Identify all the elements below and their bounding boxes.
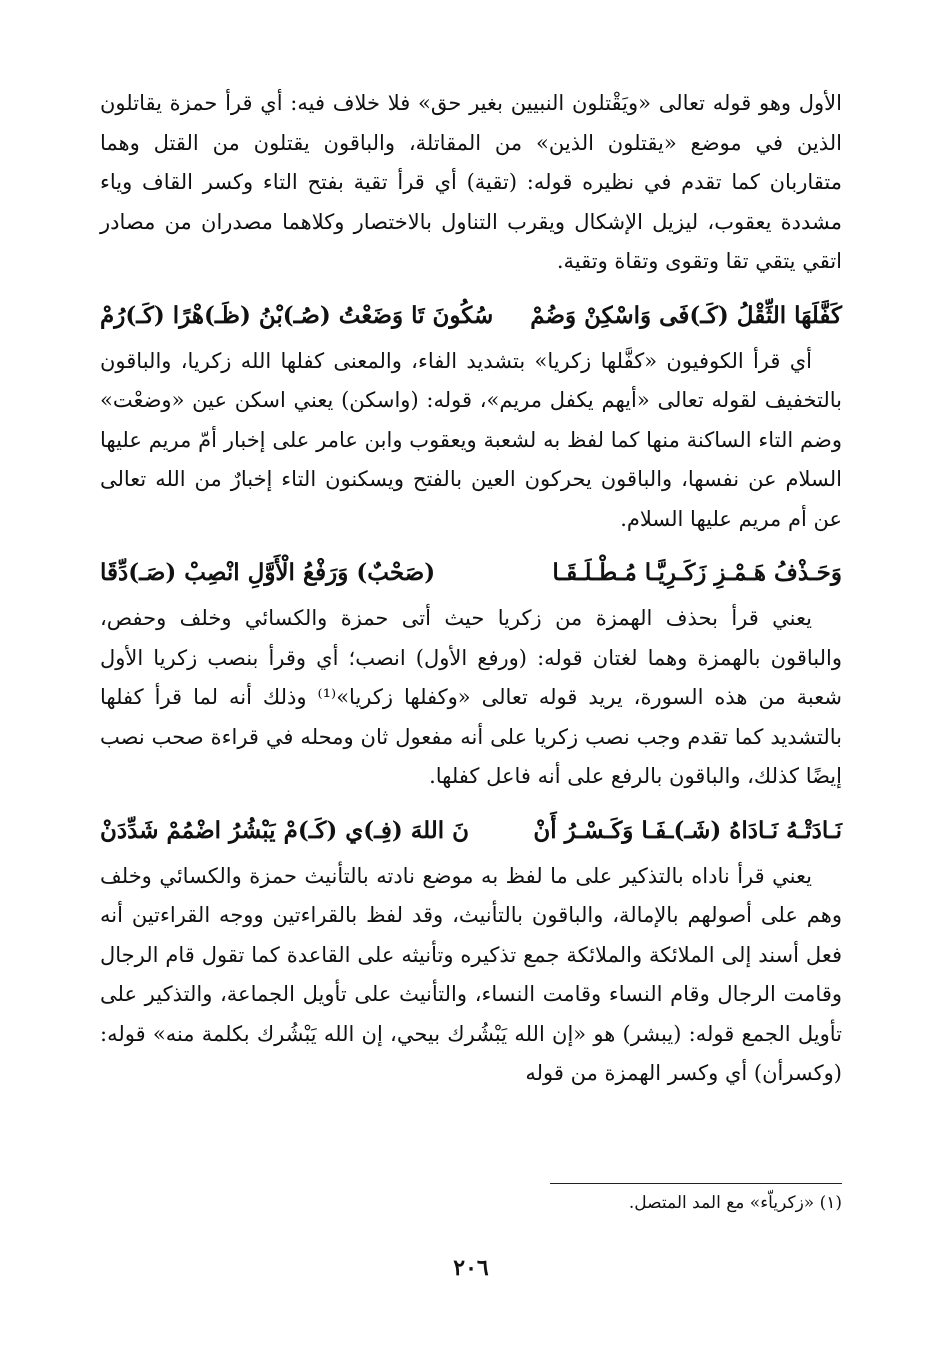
paragraph-4: يعني قرأ ناداه بالتذكير على ما لفظ به موضع نادته بالتأنيث حمزة والكسائي وخلف وهم على أصولهم بالإمالة، والباقون بالتأنيث، وقد لفظ بالقراءتين ووجه القراءتين أنه فعل أسند إلى الملائكة والملائكة جمع تذكيره وتأنيثه على القاعدة كما تقول قام الرجال وقامت الرجال وقام النساء وقامت النساء، والتأنيث على تأويل الجماعة، والتذكير على تأويل الجمع قوله: (يبشر) هو «إن الله يَبْشُرك بيحي، إن الله يَبْشُرك بكلمة منه» قوله: (وكسرأن) أي وكسر الهمزة من قوله xyxy=(100,863,842,1085)
paragraph-3: يعني قرأ بحذف الهمزة من زكريا حيث أتى حمزة والكسائي وخلف وحفص، والباقون بالهمزة وهما لغتان قوله: (ورفع الأول) انصب؛ أي وقرأ بنصب زكريا الأول شعبة من هذه السورة، يريد قوله تعالى «وكفلها زكريا»⁽¹⁾ وذلك أنه لما قرأ كفلها بالتشديد كما تقدم وجب نصب زكريا على أنه مفعول ثان ومحله في قراءة صحب نصب إيضًا كذلك، والباقون بالرفع على أنه فاعل كفلها. xyxy=(100,606,842,788)
paragraph-1: الأول وهو قوله تعالى «ويَقْتلون النبيين بغير حق» فلا خلاف فيه: أي قرأ حمزة يقاتلون الذين في موضع «يقتلون الذين» من المقاتلة، والباقون يقتلون من القتل وهما متقاربان كما تقدم في نظيره قوله: (تقية) أي قرأ تقية بفتح التاء وكسر القاف وياء مشددة يعقوب، ليزيل الإشكال ويقرب التناول بالاختصار وكلاهما مصدران من مصادر اتقي يتقي تقا وتقوى وتقاة وتقية. xyxy=(100,91,842,273)
footnote: (١) «زكرياّء» مع المد المتصل. xyxy=(628,1193,842,1213)
verse-2-second-hemistich: (صَحْبٌ) وَرَفْعُ الْأَوَّلِ انْصِبْ (صَـ)دِّقَا xyxy=(100,559,436,586)
verse-line-3 xyxy=(100,809,842,853)
verse-3-second-hemistich: نَ اللهَ (فِـ)ي (كَـ)مْ يَبْشُرُ اضْمُمْ شَدِّدَنْ xyxy=(100,816,470,844)
verse-line-2 xyxy=(100,551,842,595)
page-number: ٢٠٦ xyxy=(453,1255,489,1281)
page-body xyxy=(100,84,842,1094)
paragraph-2: أي قرأ الكوفيون «كفَّلها زكريا» بتشديد الفاء، والمعنى كفلها الله زكريا، والباقون بالتخفيف لقوله تعالى «أيهم يكفل مريم»، قوله: (واسكن) يعني اسكن عين «وضعْت» وضم التاء الساكنة منها كما لفظ به لشعبة ويعقوب وابن عامر على إخبار أمّ مريم عليها السلام عن نفسها، والباقون يحركون العين بالفتح ويسكنون التاء إخبارٌ من الله تعالى عن أم مريم عليها السلام. xyxy=(100,348,842,531)
footnote-separator xyxy=(550,1183,842,1184)
verse-1-second-hemistich: سُكُونَ تَا وَضَعْتُ (صُـ)بْنُ (ظَـ)هْرًا (كَـ)رُمْ xyxy=(100,301,494,329)
verse-2-first-hemistich: وَحَـذْفُ هَـمْـزِ زَكَـرِيَّـا مُـطْـلَـقَـا xyxy=(552,559,842,586)
verse-1-first-hemistich: كَفَّلَهَا الثِّقْلُ (كَـ)فَى وَاسْكِنْ وَضُمْ xyxy=(530,301,842,329)
verse-3-first-hemistich: نَـادَتْـهُ نَـادَاهُ (شَـ)ـفَـا وَكَـسْـرُ أَنْ xyxy=(533,816,842,844)
verse-line-1 xyxy=(100,294,842,338)
